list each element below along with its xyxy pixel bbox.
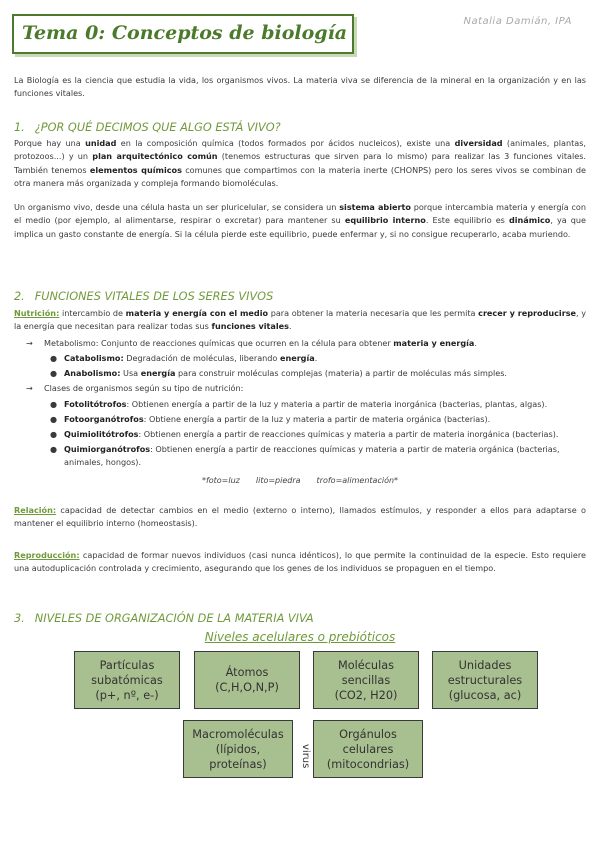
bold-term: Quimiolitótrofos: [64, 429, 139, 439]
text: : Obtienen energía a partir de la luz y materia a partir de materia inorgánica (bacterias, plantas, algas).: [126, 399, 548, 409]
relacion-label: Relación:: [14, 505, 57, 515]
bold-term: Fotolitótrofos: [64, 399, 127, 409]
level-box-organelles: Orgánulos celulares (mitocondrias): [313, 720, 423, 778]
text: .: [314, 353, 318, 363]
bold-term: Fotoorganótrofos: [64, 414, 144, 424]
section3-number: 3.: [14, 612, 25, 625]
subheading: Niveles acelulares o prebióticos: [204, 630, 396, 644]
reproduccion-label: Reproducción:: [14, 550, 80, 560]
title-box: [12, 14, 354, 54]
bullet-icon: ●: [50, 444, 58, 454]
arrow-icon: →: [26, 338, 33, 348]
text: , y la energía que necesitan para realizar todas sus: [14, 308, 587, 332]
page-title: Tema 0: Conceptos de biología: [22, 22, 348, 44]
bold-term: materia y energía: [393, 338, 475, 348]
section2-number: 2.: [14, 290, 25, 303]
text: : Obtienen energía a partir de reacciones químicas y materia a partir de materia inorgánica (bacterias).: [138, 429, 559, 439]
section1-number: 1.: [14, 121, 25, 134]
bold-term: diversidad: [454, 138, 503, 148]
catabolismo-item: [50, 352, 318, 365]
bullet-icon: ●: [50, 414, 58, 424]
level-box-macromolecules: Macromoléculas (lípidos, proteínas): [183, 720, 293, 778]
quimiolitotrofos-item: [50, 428, 584, 441]
bold-term: Catabolismo:: [64, 353, 124, 363]
section1-paragraph2: [14, 201, 586, 241]
section1-title: ¿POR QUÉ DECIMOS QUE ALGO ESTÁ VIVO?: [34, 121, 281, 134]
bold-term: energía: [279, 353, 315, 363]
section2-title: FUNCIONES VITALES DE LOS SERES VIVOS: [34, 290, 274, 303]
virus-label: virus: [300, 743, 311, 769]
section3-heading: [14, 612, 314, 625]
text: . Este equilibrio es: [425, 215, 509, 226]
nutricion-paragraph: [14, 307, 586, 334]
text: Usa: [120, 368, 141, 378]
anabolismo-item: [50, 367, 507, 380]
text: Clases de organismos según su tipo de nutrición:: [44, 383, 244, 393]
level-box-atoms: Átomos (C,H,O,N,P): [194, 651, 300, 709]
text: capacidad de formar nuevos individuos (casi nunca idénticos), lo que permite la continuidad de la especie. Esto requiere una autoduplicación controlada y crecimiento, asegurando que los genes de los individuos se propaguen en el tiempo.: [14, 550, 586, 574]
bold-term: dinámico: [508, 215, 551, 226]
text: intercambio de: [59, 308, 126, 318]
nutricion-label: Nutrición:: [14, 308, 60, 318]
note-part: trofo=alimentación*: [316, 476, 399, 485]
text: (tenemos estructuras que sirven para lo mismo) para realizar las 3 funciones vitales. También tenemos: [14, 151, 586, 175]
bold-term: elementos químicos: [89, 164, 182, 175]
text: Un organismo vivo, desde una célula hasta un ser pluricelular, se considera un: [14, 202, 340, 212]
text: Degradación de moléculas, liberando: [123, 353, 280, 363]
section1-paragraph1: [14, 137, 586, 191]
bullet-icon: ●: [50, 429, 58, 439]
text: para obtener la materia necesaria que les permita: [268, 308, 479, 318]
text: (animales, plantas, protozoos...) y un: [14, 138, 587, 162]
note-part: lito=piedra: [255, 476, 301, 485]
metabolismo-item: [26, 337, 477, 350]
intro-paragraph: La Biología es la ciencia que estudia la vida, los organismos vivos. La materia viva se diferencia de la mineral en la organización y en las funciones vitales.: [14, 75, 586, 99]
bold-term: Quimiorganótrofos: [64, 444, 151, 454]
etymology-note: [0, 476, 600, 485]
text: Metabolismo: Conjunto de reacciones químicas que ocurren en la célula para obtener: [44, 338, 394, 348]
bold-term: funciones vitales: [211, 321, 289, 332]
text: : Obtienen energía a partir de reacciones químicas y materia a partir de materia orgánica (bacterias, animales, hongos).: [64, 444, 560, 468]
section3-title: NIVELES DE ORGANIZACIÓN DE LA MATERIA VIVA: [34, 612, 314, 625]
level-box-simple-molecules: Moléculas sencillas (CO2, H20): [313, 651, 419, 709]
section2-heading: [14, 290, 273, 303]
bold-term: unidad: [85, 138, 117, 148]
text: : Obtiene energía a partir de la luz y materia a partir de materia orgánica (bacterias).: [143, 414, 491, 424]
note-part: *foto=luz: [201, 476, 240, 485]
text: para construir moléculas complejas (materia) a partir de moléculas más simples.: [175, 368, 507, 378]
text: capacidad de detectar cambios en el medio (externo o interno), llamados estímulos, y responder a ellos para adaptarse o mantener el equilibrio interno (homeostasis).: [14, 505, 586, 529]
bullet-icon: ●: [50, 353, 58, 363]
bold-term: equilibrio interno: [344, 215, 426, 226]
section1-heading: [14, 121, 281, 134]
bold-term: crecer y reproducirse: [478, 308, 576, 318]
level-box-subatomic: Partículas subatómicas (p+, nº, e-): [74, 651, 180, 709]
text: porque intercambia materia y energía con el medio (por ejemplo, al alimentarse, respirar o excretar) para mantener su: [14, 202, 586, 226]
bold-term: sistema abierto: [339, 202, 411, 212]
fotoorganotrofos-item: [50, 413, 584, 426]
text: en la composición química (todos formados por ácidos nucleicos), existe una: [116, 138, 455, 148]
level-box-structural-units: Unidades estructurales (glucosa, ac): [432, 651, 538, 709]
text: .: [288, 321, 292, 332]
reproduccion-paragraph: [14, 549, 586, 576]
bold-term: plan arquitectónico común: [92, 151, 218, 162]
bullet-icon: ●: [50, 368, 58, 378]
quimiorganotrofos-item: [50, 443, 584, 470]
fotolitotrofos-item: [50, 398, 584, 411]
author: Natalia Damián, IPA: [463, 16, 572, 27]
relacion-paragraph: [14, 504, 586, 531]
bullet-icon: ●: [50, 399, 58, 409]
bold-term: Anabolismo:: [64, 368, 121, 378]
text: , ya que implica un gasto constante de energía. Si la célula pierde este equilibrio, puede enfermar y, si no consigue recuperarlo, acaba muriendo.: [14, 215, 587, 239]
clases-item: [26, 382, 244, 395]
text: .: [474, 338, 477, 348]
bold-term: materia y energía con el medio: [125, 308, 269, 318]
text: comunes que compartimos con la materia inerte (CHONPS) pero los seres vivos se combinan de otra manera más organizada y compleja formando biomoléculas.: [14, 164, 587, 189]
text: Porque hay una: [14, 138, 86, 148]
bold-term: energía: [140, 368, 176, 378]
arrow-icon: →: [26, 383, 33, 393]
